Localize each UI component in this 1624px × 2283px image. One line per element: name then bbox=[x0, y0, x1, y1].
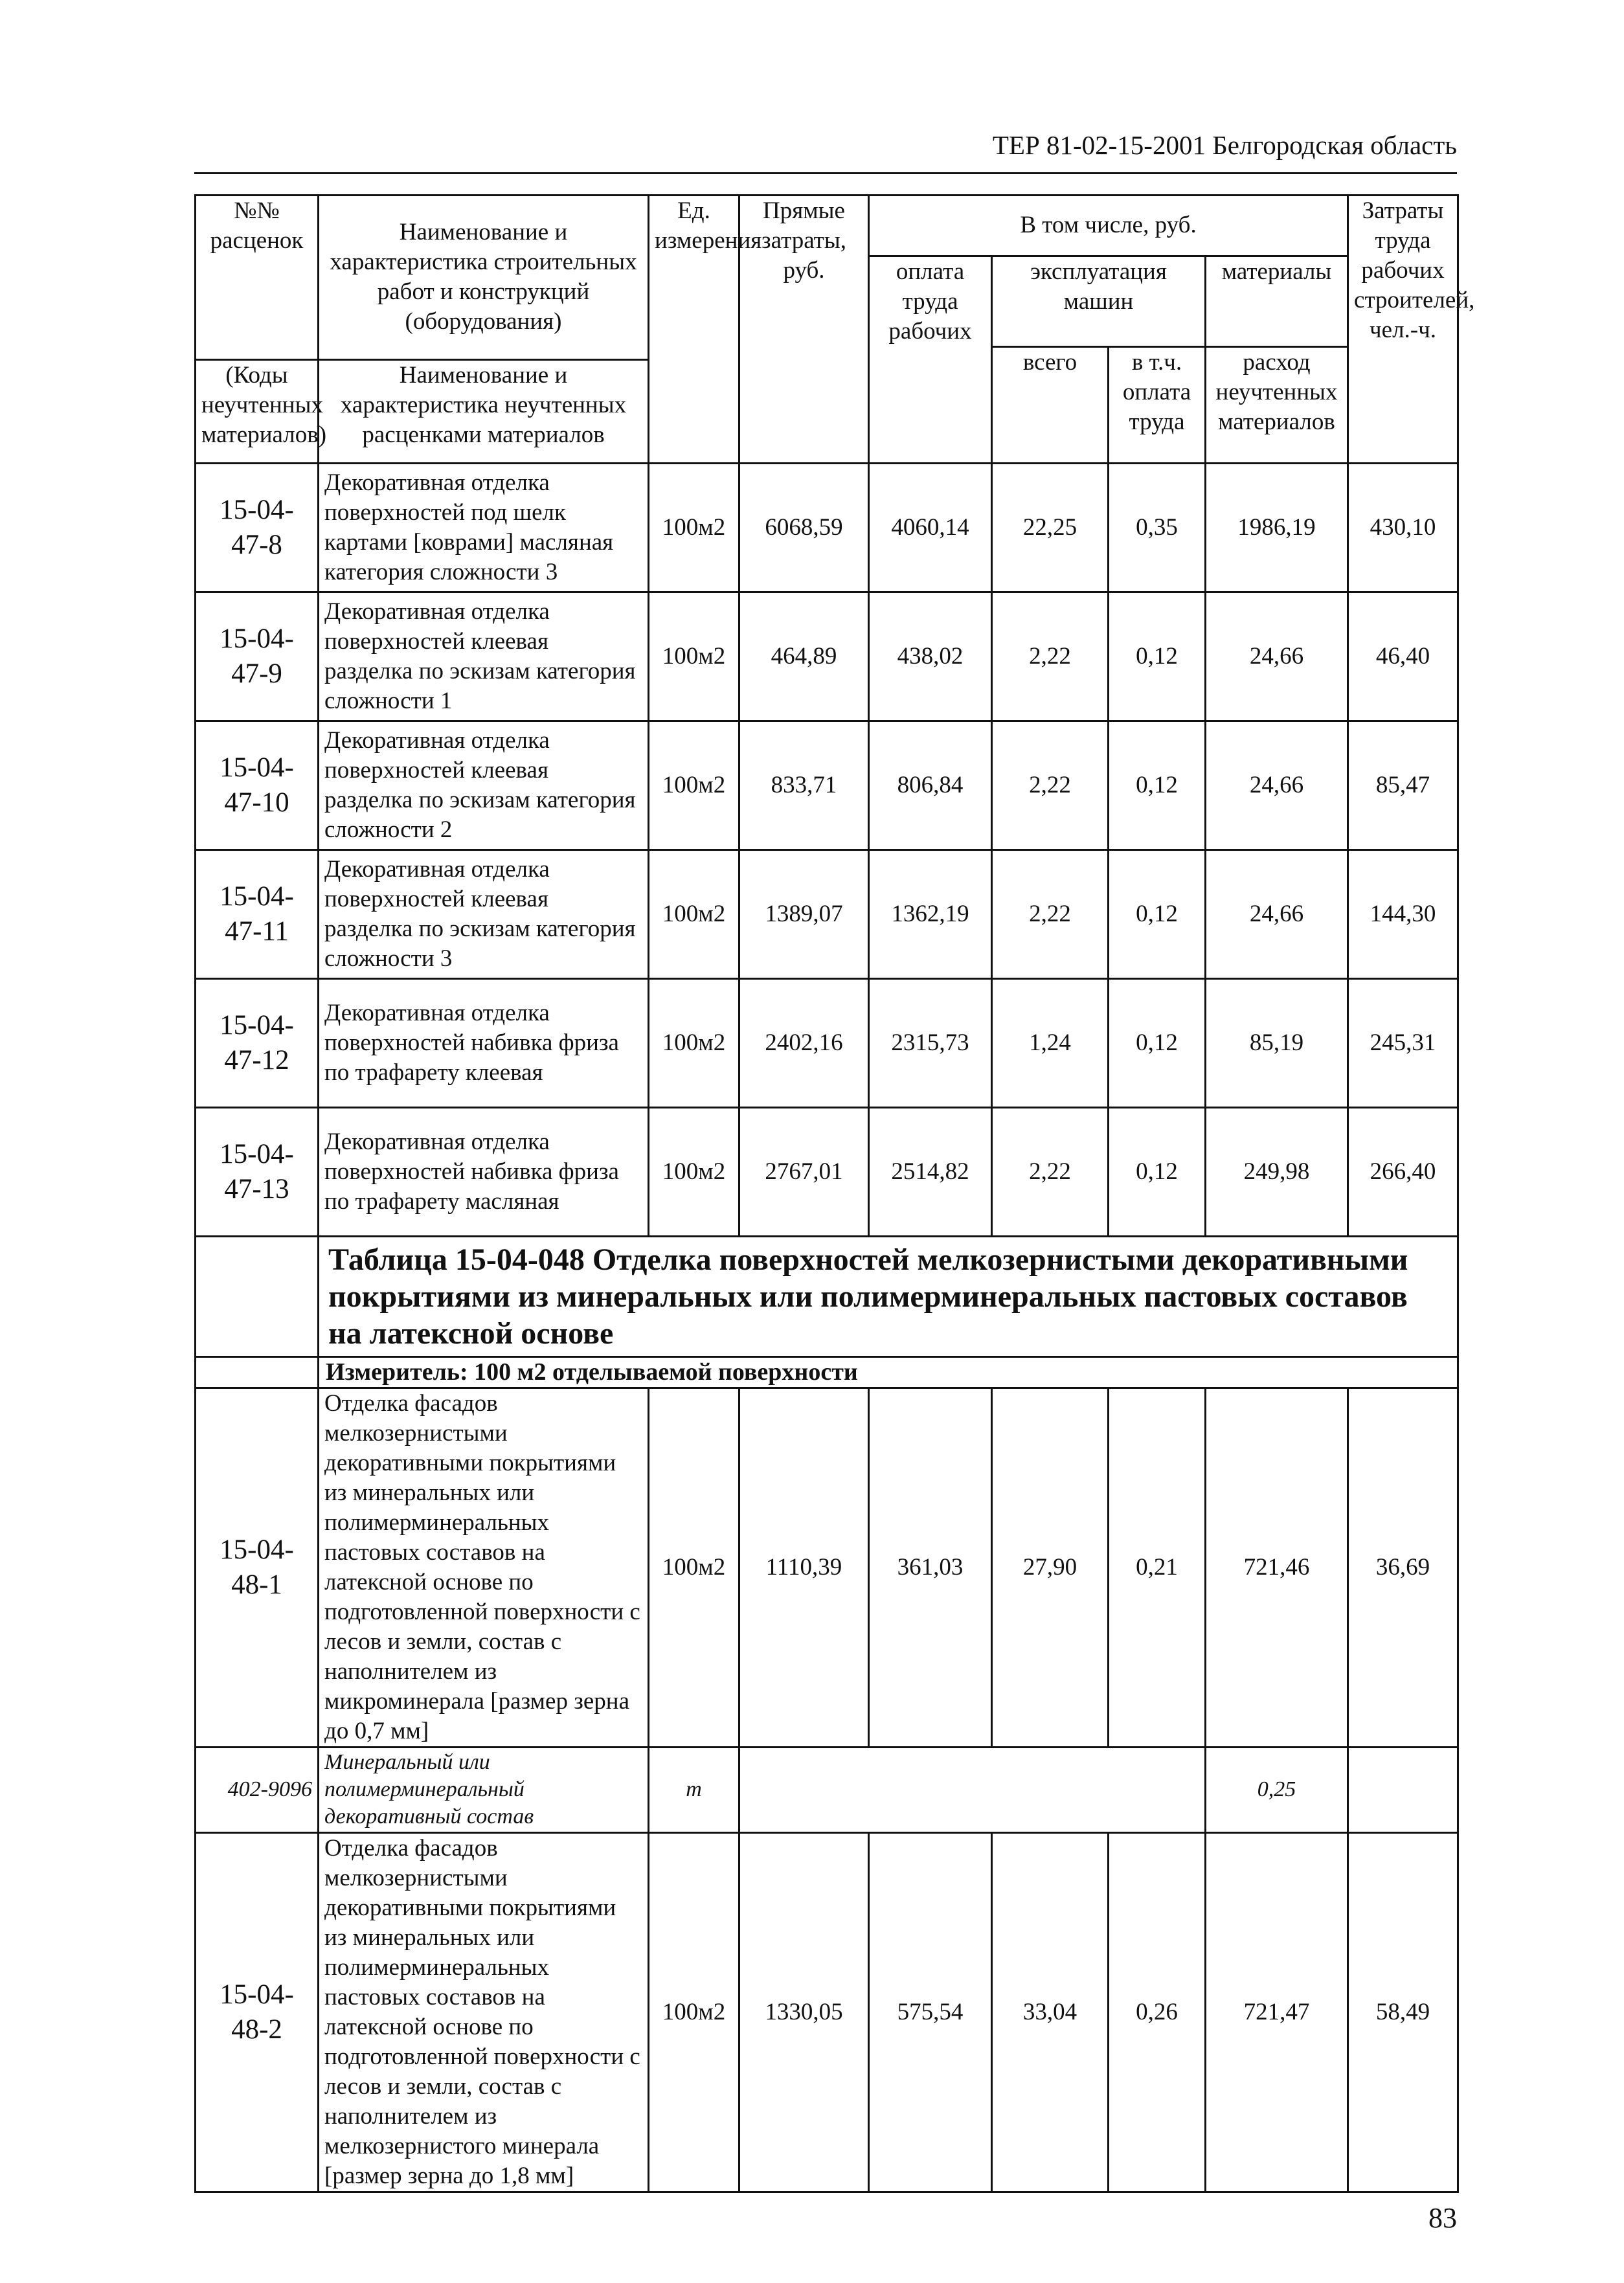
th-incl-wages: в т.ч. оплата труда bbox=[1109, 346, 1206, 463]
row-code: 15-04-48-1 bbox=[196, 1388, 319, 1747]
row-machine-wages: 0,21 bbox=[1109, 1388, 1206, 1747]
row-materials: 24,66 bbox=[1206, 721, 1348, 849]
material-name: Минеральный или полимерминеральный декоративный состав bbox=[319, 1747, 649, 1832]
material-consumption: 0,25 bbox=[1206, 1747, 1348, 1832]
row-labor: 46,40 bbox=[1348, 592, 1458, 721]
row-materials: 85,19 bbox=[1206, 978, 1348, 1107]
th-materials: материалы bbox=[1206, 256, 1348, 346]
page-number: 83 bbox=[1428, 2202, 1457, 2234]
row-direct: 833,71 bbox=[739, 721, 869, 849]
row-machines: 27,90 bbox=[992, 1388, 1109, 1747]
title-spacer bbox=[196, 1236, 319, 1356]
row-direct: 464,89 bbox=[739, 592, 869, 721]
row-machines: 33,04 bbox=[992, 1832, 1109, 2192]
row-labor: 245,31 bbox=[1348, 978, 1458, 1107]
row-materials: 1986,19 bbox=[1206, 463, 1348, 592]
row-machines: 2,22 bbox=[992, 592, 1109, 721]
th-total: всего bbox=[992, 346, 1109, 463]
row-machines: 2,22 bbox=[992, 849, 1109, 978]
row-code: 15-04-47-12 bbox=[196, 978, 319, 1107]
row-machine-wages: 0,12 bbox=[1109, 1107, 1206, 1236]
table-title: Таблица 15-04-048 Отделка поверхностей мелкозернистыми декоративными покрытиями из минеральных или полимерминеральных пастовых составов на латексной основе bbox=[319, 1236, 1458, 1356]
row-unit: 100м2 bbox=[649, 849, 739, 978]
th-num-bottom bbox=[196, 346, 319, 359]
row-code: 15-04-47-8 bbox=[196, 463, 319, 592]
row-labor: 36,69 bbox=[1348, 1388, 1458, 1747]
th-machines: эксплуатация машин bbox=[992, 256, 1206, 346]
row-machines: 1,24 bbox=[992, 978, 1109, 1107]
row-direct: 2402,16 bbox=[739, 978, 869, 1107]
table-row bbox=[196, 463, 1458, 592]
th-labor: Затраты труда рабочих строителей, чел.-ч. bbox=[1348, 196, 1458, 464]
row-code: 15-04-48-2 bbox=[196, 1832, 319, 2192]
material-unit: т bbox=[649, 1747, 739, 1832]
th-num: №№ расценок bbox=[196, 196, 319, 256]
row-wages: 1362,19 bbox=[869, 849, 992, 978]
row-wages: 806,84 bbox=[869, 721, 992, 849]
row-labor: 85,47 bbox=[1348, 721, 1458, 849]
row-unit: 100м2 bbox=[649, 1832, 739, 2192]
th-mat-cons: расход неучтенных материалов bbox=[1206, 346, 1348, 463]
row-machine-wages: 0,35 bbox=[1109, 463, 1206, 592]
table-row bbox=[196, 849, 1458, 978]
row-direct: 1110,39 bbox=[739, 1388, 869, 1747]
row-machine-wages: 0,12 bbox=[1109, 592, 1206, 721]
table-row bbox=[196, 978, 1458, 1107]
row-unit: 100м2 bbox=[649, 1107, 739, 1236]
row-wages: 2514,82 bbox=[869, 1107, 992, 1236]
table-row bbox=[196, 592, 1458, 721]
row-unit: 100м2 bbox=[649, 592, 739, 721]
row-name: Декоративная отделка поверхностей под шелк картами [коврами] масляная категория сложности 3 bbox=[319, 463, 649, 592]
meter-spacer bbox=[196, 1356, 319, 1388]
row-direct: 2767,01 bbox=[739, 1107, 869, 1236]
row-machine-wages: 0,12 bbox=[1109, 849, 1206, 978]
document-header: ТЕР 81-02-15-2001 Белгородская область bbox=[992, 130, 1457, 160]
row-machine-wages: 0,12 bbox=[1109, 721, 1206, 849]
table-row bbox=[196, 721, 1458, 849]
row-name: Декоративная отделка поверхностей клеевая разделка по эскизам категория сложности 3 bbox=[319, 849, 649, 978]
row-materials: 24,66 bbox=[1206, 849, 1348, 978]
row-labor: 430,10 bbox=[1348, 463, 1458, 592]
th-name: Наименование и характеристика строительных работ и конструкций (оборудования) bbox=[319, 196, 649, 360]
th-direct: Прямые затраты, руб. bbox=[739, 196, 869, 464]
row-wages: 438,02 bbox=[869, 592, 992, 721]
row-code: 15-04-47-9 bbox=[196, 592, 319, 721]
table-meter: Измеритель: 100 м2 отделываемой поверхности bbox=[319, 1356, 1458, 1388]
row-unit: 100м2 bbox=[649, 721, 739, 849]
row-materials: 249,98 bbox=[1206, 1107, 1348, 1236]
row-labor: 58,49 bbox=[1348, 1832, 1458, 2192]
row-name: Отделка фасадов мелкозернистыми декоративными покрытиями из минеральных или полимерминеральных пастовых составов на латексной основе по подготовленной поверхности с лесов и земли, состав с наполнителем из микроминерала [размер зерна до 0,7 мм] bbox=[319, 1388, 649, 1747]
row-code: 15-04-47-13 bbox=[196, 1107, 319, 1236]
header-rule bbox=[194, 172, 1457, 174]
th-num-spacer bbox=[196, 256, 319, 346]
th-unit: Ед. измерения bbox=[649, 196, 739, 464]
row-machine-wages: 0,12 bbox=[1109, 978, 1206, 1107]
row-wages: 575,54 bbox=[869, 1832, 992, 2192]
row-wages: 2315,73 bbox=[869, 978, 992, 1107]
th-name2: Наименование и характеристика неучтенных расценками материалов bbox=[319, 359, 649, 463]
row-direct: 1389,07 bbox=[739, 849, 869, 978]
row-machines: 2,22 bbox=[992, 721, 1109, 849]
th-codes: (Коды неучтенных материалов) bbox=[196, 359, 319, 463]
row-labor: 266,40 bbox=[1348, 1107, 1458, 1236]
row-wages: 361,03 bbox=[869, 1388, 992, 1747]
row-materials: 24,66 bbox=[1206, 592, 1348, 721]
table-row bbox=[196, 1832, 1458, 2192]
row-direct: 1330,05 bbox=[739, 1832, 869, 2192]
row-code: 15-04-47-11 bbox=[196, 849, 319, 978]
price-table bbox=[194, 194, 1475, 2193]
row-code: 15-04-47-10 bbox=[196, 721, 319, 849]
row-wages: 4060,14 bbox=[869, 463, 992, 592]
row-name: Декоративная отделка поверхностей клеевая разделка по эскизам категория сложности 1 bbox=[319, 592, 649, 721]
table-row bbox=[196, 1388, 1458, 1747]
row-name: Декоративная отделка поверхностей клеевая разделка по эскизам категория сложности 2 bbox=[319, 721, 649, 849]
row-name: Декоративная отделка поверхностей набивка фриза по трафарету клеевая bbox=[319, 978, 649, 1107]
row-name: Отделка фасадов мелкозернистыми декоративными покрытиями из минеральных или полимерминеральных пастовых составов на латексной основе по подготовленной поверхности с лесов и земли, состав с наполнителем из мелкозернистого минерала [размер зерна до 1,8 мм] bbox=[319, 1832, 649, 2192]
row-labor: 144,30 bbox=[1348, 849, 1458, 978]
row-unit: 100м2 bbox=[649, 1388, 739, 1747]
row-materials: 721,47 bbox=[1206, 1832, 1348, 2192]
table-row bbox=[196, 1107, 1458, 1236]
row-machines: 2,22 bbox=[992, 1107, 1109, 1236]
row-direct: 6068,59 bbox=[739, 463, 869, 592]
row-unit: 100м2 bbox=[649, 463, 739, 592]
row-unit: 100м2 bbox=[649, 978, 739, 1107]
material-labor-blank bbox=[1348, 1747, 1458, 1832]
row-machines: 22,25 bbox=[992, 463, 1109, 592]
material-blank bbox=[739, 1747, 1206, 1832]
material-row bbox=[196, 1747, 1458, 1832]
th-incl: В том числе, руб. bbox=[869, 196, 1348, 256]
row-materials: 721,46 bbox=[1206, 1388, 1348, 1747]
th-wages: оплата труда рабочих bbox=[869, 256, 992, 463]
row-machine-wages: 0,26 bbox=[1109, 1832, 1206, 2192]
row-name: Декоративная отделка поверхностей набивка фриза по трафарету масляная bbox=[319, 1107, 649, 1236]
material-code: 402-9096 bbox=[196, 1747, 319, 1832]
